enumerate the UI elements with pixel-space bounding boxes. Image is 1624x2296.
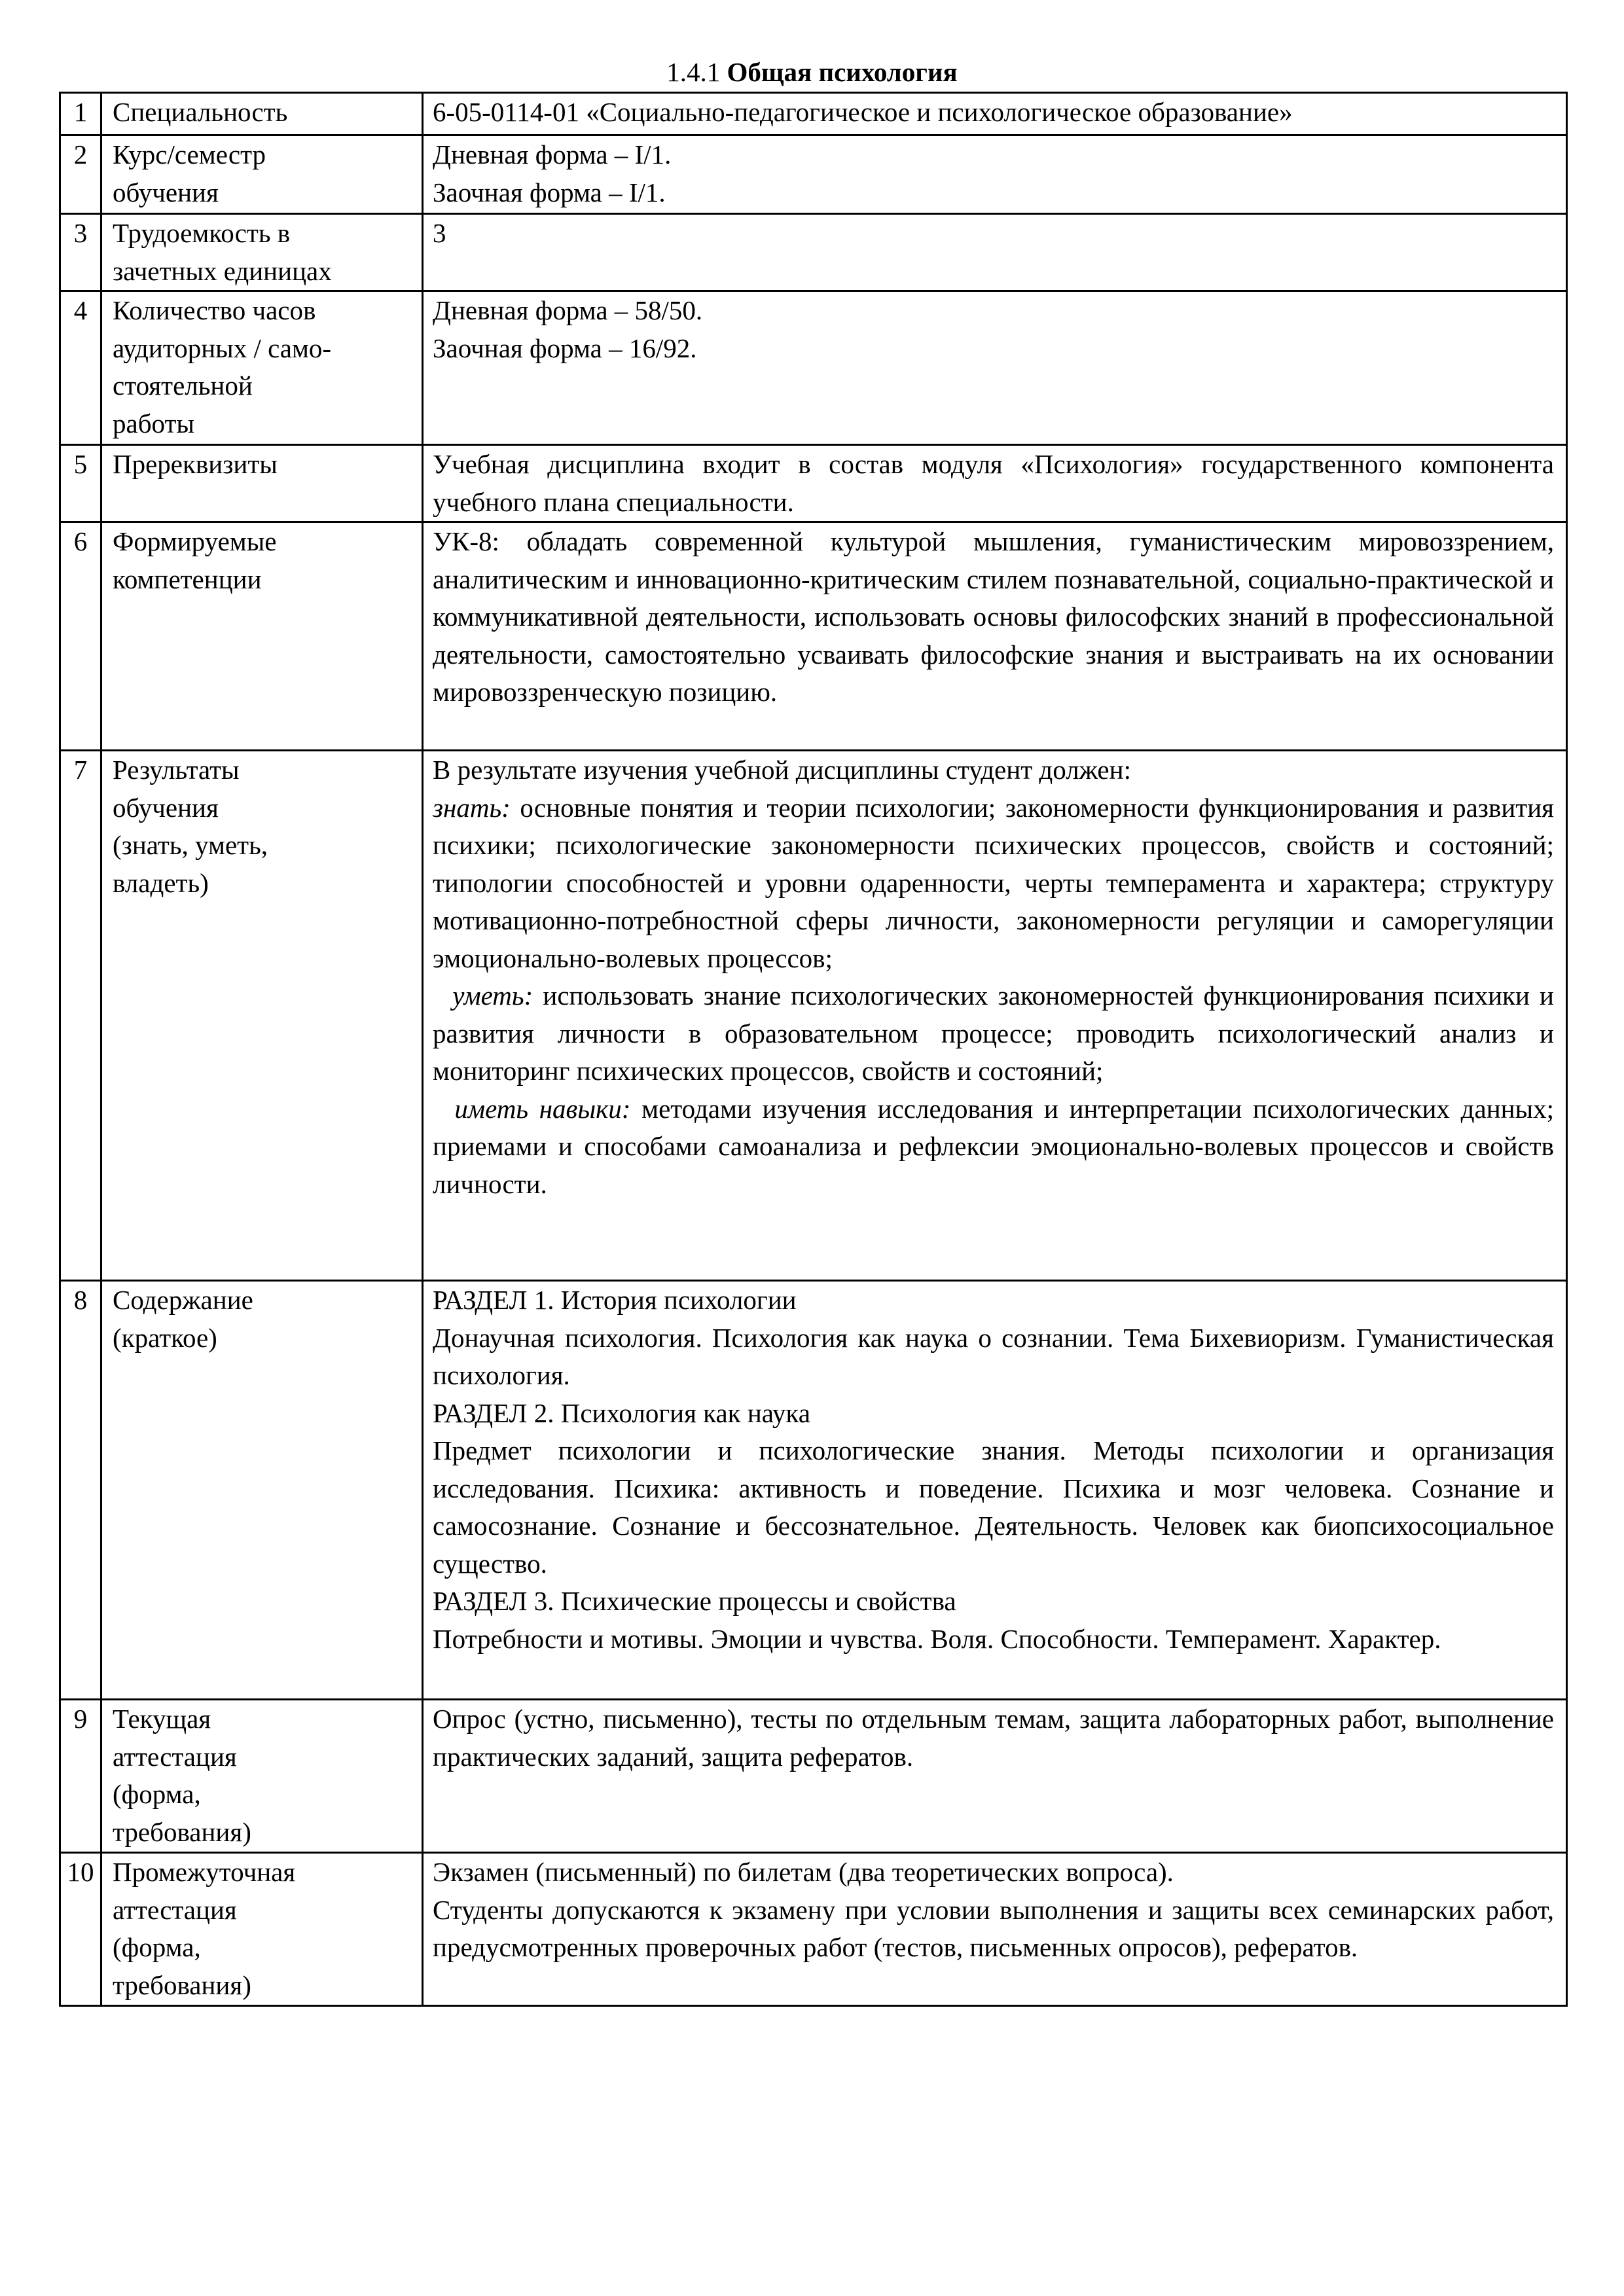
section-text: Потребности и мотивы. Эмоции и чувства. Воля. Способности. Темперамент. Характер. bbox=[433, 1623, 1441, 1654]
section-heading: РАЗДЕЛ 2. Психология как наука bbox=[433, 1397, 810, 1428]
value-line: 6-05-0114-01 «Социально-педагогическое и психологическое образование» bbox=[433, 97, 1293, 127]
can-text: использовать знание психологических закономерностей функционирования психики и развития личности в образовательном процессе; проводить психологический анализ и мониторинг психических процессов, свойств и состояний; bbox=[433, 980, 1554, 1086]
row-number: 3 bbox=[60, 214, 101, 291]
label-line: Пререквизиты bbox=[113, 449, 278, 479]
row-number: 9 bbox=[60, 1700, 101, 1853]
know-text: основные понятия и теории психологии; закономерности функционирования и развития психики; психологические закономерности психических процессов, свойств и состояний; типологии способностей и уровни одаренности, черты темперамента и характера; структуру мотивационно-потребностной сферы личности, закономерности регуляции и саморегуляции эмоционально-волевых процессов; bbox=[433, 792, 1554, 973]
table-row bbox=[60, 751, 1567, 1281]
row-value bbox=[423, 93, 1567, 135]
row-value bbox=[423, 751, 1567, 1281]
value-line: Дневная форма – 58/50. bbox=[433, 295, 703, 325]
section-heading: РАЗДЕЛ 1. История психологии bbox=[433, 1285, 797, 1315]
table-row bbox=[60, 1281, 1567, 1700]
can-label: уметь: bbox=[452, 980, 533, 1011]
table-row bbox=[60, 214, 1567, 291]
table-row bbox=[60, 135, 1567, 214]
row-value bbox=[423, 1853, 1567, 2006]
row-label bbox=[101, 93, 423, 135]
label-line: зачетных единицах bbox=[113, 255, 332, 286]
label-line: (знать, уметь, bbox=[113, 830, 268, 860]
row-label bbox=[101, 1281, 423, 1700]
label-line: Количество часов bbox=[113, 295, 316, 325]
discipline-name: Общая психология bbox=[727, 57, 958, 87]
label-line: Формируемые bbox=[113, 526, 277, 556]
results-intro: В результате изучения учебной дисциплины студент должен: bbox=[433, 755, 1131, 785]
know-label: знать: bbox=[433, 792, 511, 823]
exam-admission: Студенты допускаются к экзамену при условии выполнения и защиты всех семинарских работ, предусмотренных проверочных работ (тестов, письменных опросов), рефератов. bbox=[433, 1894, 1554, 1962]
label-line: стоятельной bbox=[113, 370, 253, 401]
exam-format: Экзамен (письменный) по билетам (два теоретических вопроса). bbox=[433, 1857, 1174, 1887]
row-number: 7 bbox=[60, 751, 101, 1281]
skills-label: иметь навыки: bbox=[454, 1093, 631, 1124]
value-line: Заочная форма – 16/92. bbox=[433, 332, 697, 363]
label-line: аттестация bbox=[113, 1741, 237, 1772]
row-label bbox=[101, 522, 423, 751]
table-row bbox=[60, 1700, 1567, 1853]
label-line: Специальность bbox=[113, 97, 288, 127]
section-number: 1.4.1 bbox=[666, 57, 721, 87]
row-value bbox=[423, 291, 1567, 445]
value-line: Дневная форма – I/1. bbox=[433, 139, 672, 170]
row-label bbox=[101, 751, 423, 1281]
table-row bbox=[60, 1853, 1567, 2006]
row-number: 2 bbox=[60, 135, 101, 214]
row-label bbox=[101, 445, 423, 522]
label-line: Промежуточная bbox=[113, 1857, 296, 1887]
section-text: Донаучная психология. Психология как наука о сознании. Тема Бихевиоризм. Гуманистическая психология. bbox=[433, 1322, 1554, 1390]
row-value bbox=[423, 135, 1567, 214]
row-value: Учебная дисциплина входит в состав модуля «Психология» государственного компонента учебного плана специальности. bbox=[423, 445, 1567, 522]
row-label bbox=[101, 1853, 423, 2006]
skills-text: методами изучения исследования и интерпретации психологических данных; приемами и способами самоанализа и рефлексии эмоционально-волевых процессов и свойств личности. bbox=[433, 1093, 1555, 1199]
label-line: Текущая bbox=[113, 1704, 211, 1734]
row-number: 10 bbox=[60, 1853, 101, 2006]
label-line: Трудоемкость в bbox=[113, 218, 291, 248]
label-line: аудиторных / само- bbox=[113, 332, 332, 363]
table-row bbox=[60, 291, 1567, 445]
section-text: Предмет психологии и психологические знания. Методы психологии и организация исследования. Психика: активность и поведение. Психика и мозг человека. Сознание и самосознание. Сознание и бессознательное. Деятельность. Человек как биопсихосоциальное существо. bbox=[433, 1435, 1554, 1579]
value-line: Заочная форма – I/1. bbox=[433, 177, 666, 207]
table-row bbox=[60, 93, 1567, 135]
section-title bbox=[0, 54, 1624, 92]
row-number: 6 bbox=[60, 522, 101, 751]
label-line: компетенции bbox=[113, 564, 262, 594]
discipline-table bbox=[59, 92, 1568, 2007]
results-can bbox=[433, 977, 1554, 1090]
row-value: Опрос (устно, письменно), тесты по отдельным темам, защита лабораторных работ, выполнение практических заданий, защита рефератов. bbox=[423, 1700, 1567, 1853]
label-line: аттестация bbox=[113, 1894, 237, 1925]
label-line: обучения bbox=[113, 792, 219, 823]
row-number: 1 bbox=[60, 93, 101, 135]
results-skills bbox=[433, 1090, 1554, 1204]
label-line: требования) bbox=[113, 1969, 251, 2000]
label-line: (форма, bbox=[113, 1779, 201, 1809]
label-line: обучения bbox=[113, 177, 219, 207]
table-row bbox=[60, 522, 1567, 751]
row-number: 5 bbox=[60, 445, 101, 522]
label-line: (краткое) bbox=[113, 1322, 217, 1353]
label-line: владеть) bbox=[113, 867, 209, 898]
section-heading: РАЗДЕЛ 3. Психические процессы и свойства bbox=[433, 1586, 956, 1616]
row-value: УК-8: обладать современной культурой мышления, гуманистическим мировоззрением, аналитическим и инновационно-критическим стилем познавательной, социально-практической и коммуникативной деятельности, использовать основы философских знаний в профессиональной деятельности, самостоятельно усваивать философские знания и выстраивать на их основании мировоззренческую позицию. bbox=[423, 522, 1567, 751]
label-line: Курс/семестр bbox=[113, 139, 266, 170]
row-number: 4 bbox=[60, 291, 101, 445]
row-value bbox=[423, 214, 1567, 291]
label-line: Содержание bbox=[113, 1285, 253, 1315]
label-line: Результаты bbox=[113, 755, 240, 785]
row-label bbox=[101, 214, 423, 291]
label-line: работы bbox=[113, 408, 194, 439]
label-line: требования) bbox=[113, 1816, 251, 1847]
row-label bbox=[101, 1700, 423, 1853]
row-value bbox=[423, 1281, 1567, 1700]
label-line: (форма, bbox=[113, 1932, 201, 1962]
row-label bbox=[101, 135, 423, 214]
table-row bbox=[60, 445, 1567, 522]
value-line: 3 bbox=[433, 218, 446, 248]
results-know bbox=[433, 789, 1554, 978]
row-label bbox=[101, 291, 423, 445]
row-number: 8 bbox=[60, 1281, 101, 1700]
